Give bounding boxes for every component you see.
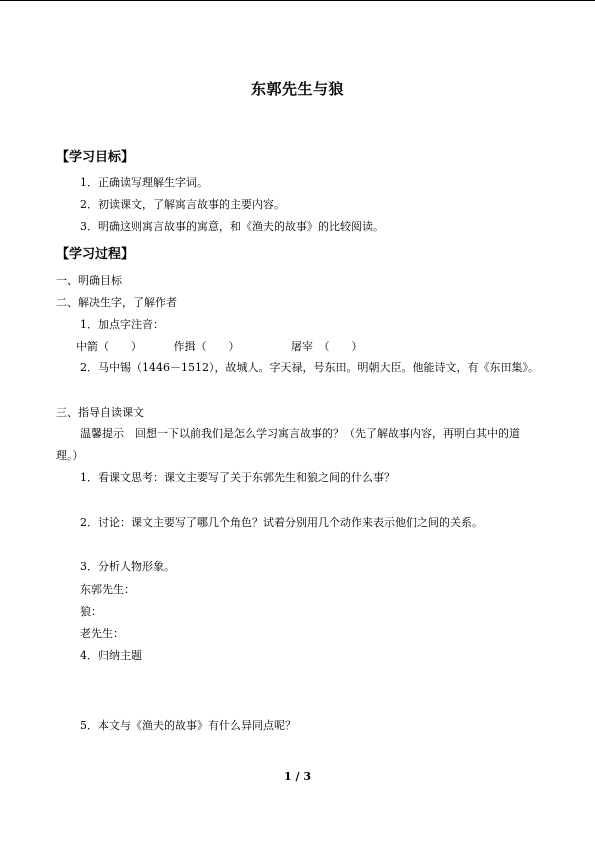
goal-item-2: 2．初读课文，了解寓言故事的主要内容。 bbox=[80, 198, 285, 211]
author-note: 2．马中锡（1446－1512），故城人。字天禄，号东田。明朝大臣。他能诗文，有《东田集》。 bbox=[80, 361, 539, 374]
step-1: 一、明确目标 bbox=[56, 274, 122, 287]
character-old-man: 老先生： bbox=[80, 627, 124, 640]
pinyin-word-1: 中箭（ ） bbox=[76, 340, 142, 353]
header-rule bbox=[0, 0, 595, 1]
pinyin-word-3: 屠宰 （ ） bbox=[291, 340, 363, 353]
step-2: 二、解决生字，了解作者 bbox=[56, 296, 177, 309]
question-4: 4．归纳主题 bbox=[80, 649, 142, 662]
pinyin-word-2: 作揖（ ） bbox=[173, 340, 240, 353]
pinyin-intro: 1．加点字注音： bbox=[80, 318, 164, 331]
question-1: 1．看课文思考：课文主要写了关于东郭先生和狼之间的什么事？ bbox=[80, 471, 395, 484]
document-title: 东郭先生与狼 bbox=[250, 80, 344, 98]
question-2: 2．讨论：课文主要写了哪几个角色？试着分别用几个动作来表示他们之间的关系。 bbox=[80, 516, 483, 529]
pinyin-row bbox=[76, 340, 363, 354]
step-3: 三、指导自读课文 bbox=[56, 406, 144, 419]
character-dongguo: 东郭先生： bbox=[80, 583, 135, 596]
reading-tip: 温馨提示 回想一下以前我们是怎么学习寓言故事的？（先了解故事内容，再明白其中的道理。） bbox=[56, 427, 520, 462]
process-heading: 【学习过程】 bbox=[56, 247, 135, 262]
character-wolf: 狼： bbox=[80, 605, 102, 618]
goals-heading: 【学习目标】 bbox=[56, 150, 135, 165]
goal-item-1: 1．正确读写理解生字词。 bbox=[80, 176, 208, 189]
goal-item-3: 3．明确这则寓言故事的寓意，和《渔夫的故事》的比较阅读。 bbox=[80, 220, 384, 233]
question-5: 5．本文与《渔夫的故事》有什么异同点呢？ bbox=[80, 719, 296, 732]
page-number: 1 / 3 bbox=[284, 770, 311, 783]
question-3: 3．分析人物形象。 bbox=[80, 560, 175, 573]
